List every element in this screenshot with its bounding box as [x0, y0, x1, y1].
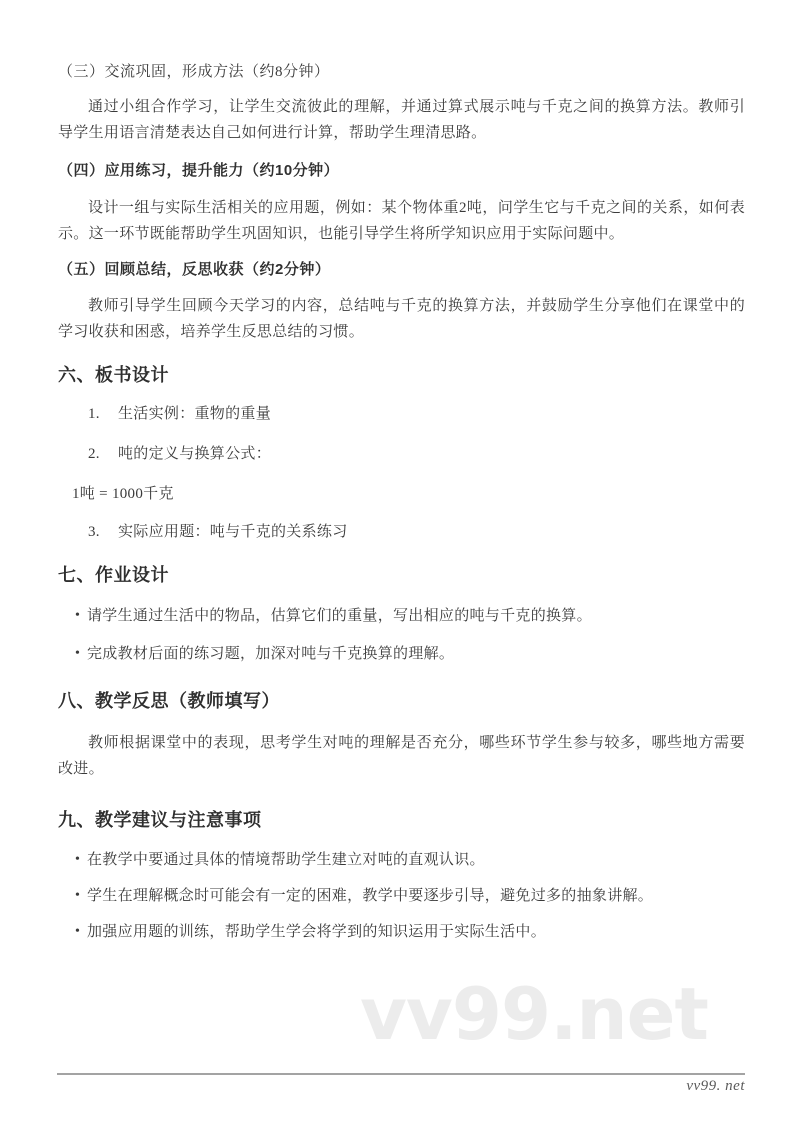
bullet-icon — [75, 603, 80, 629]
bullet-icon — [75, 847, 80, 873]
conversion-formula: 1吨 = 1000千克 — [72, 486, 174, 502]
item-text: 请学生通过生活中的物品，估算它们的重量，写出相应的吨与千克的换算。 — [87, 608, 592, 624]
section-heading-board-design: 六、板书设计 — [58, 365, 169, 385]
item-text: 吨的定义与换算公式： — [118, 446, 272, 462]
bullet-item — [58, 847, 745, 873]
numbered-item — [58, 441, 745, 467]
section-heading-suggestions: 九、教学建议与注意事项 — [58, 810, 262, 830]
footer-site-label: vv99. net — [686, 1078, 745, 1094]
paragraph-step5: 教师引导学生回顾今天学习的内容，总结吨与千克的换算方法，并鼓励学生分享他们在课堂中的学习收获和困惑，培养学生反思总结的习惯。 — [58, 298, 745, 340]
section-heading-step3: （三）交流巩固，形成方法（约8分钟） — [58, 64, 330, 80]
bullet-icon — [75, 883, 80, 909]
footer-divider — [57, 1073, 745, 1075]
item-text: 生活实例：重物的重量 — [118, 406, 272, 422]
paragraph-step3: 通过小组合作学习，让学生交流彼此的理解，并通过算式展示吨与千克之间的换算方法。教师引导学生用语言清楚表达自己如何进行计算，帮助学生理清思路。 — [58, 99, 745, 141]
item-number: 3. — [88, 524, 100, 540]
bullet-icon — [75, 641, 80, 667]
section-heading-reflection: 八、教学反思（教师填写） — [58, 691, 280, 711]
bullet-icon — [75, 919, 80, 945]
section-heading-step4: （四）应用练习，提升能力（约10分钟） — [58, 162, 340, 179]
paragraph-reflection: 教师根据课堂中的表现，思考学生对吨的理解是否充分，哪些环节学生参与较多，哪些地方需要改进。 — [58, 735, 745, 777]
section-heading-step5: （五）回顾总结，反思收获（约2分钟） — [58, 261, 331, 278]
item-number: 2. — [88, 446, 100, 462]
section-heading-homework: 七、作业设计 — [58, 565, 169, 585]
bullet-item — [58, 883, 745, 909]
bullet-item — [58, 603, 745, 629]
item-text: 实际应用题：吨与千克的关系练习 — [118, 524, 348, 540]
bullet-item — [58, 641, 745, 667]
watermark-text: vv99.net — [360, 972, 708, 1056]
numbered-item — [58, 519, 745, 545]
item-number: 1. — [88, 406, 100, 422]
item-text: 完成教材后面的练习题，加深对吨与千克换算的理解。 — [87, 646, 455, 662]
item-text: 在教学中要通过具体的情境帮助学生建立对吨的直观认识。 — [87, 852, 485, 868]
item-text: 学生在理解概念时可能会有一定的困难，教学中要逐步引导，避免过多的抽象讲解。 — [87, 888, 654, 904]
numbered-item — [58, 401, 745, 427]
paragraph-step4: 设计一组与实际生活相关的应用题，例如：某个物体重2吨，问学生它与千克之间的关系，如何表示。这一环节既能帮助学生巩固知识，也能引导学生将所学知识应用于实际问题中。 — [58, 200, 745, 242]
item-text: 加强应用题的训练，帮助学生学会将学到的知识运用于实际生活中。 — [87, 924, 547, 940]
bullet-item — [58, 919, 745, 945]
